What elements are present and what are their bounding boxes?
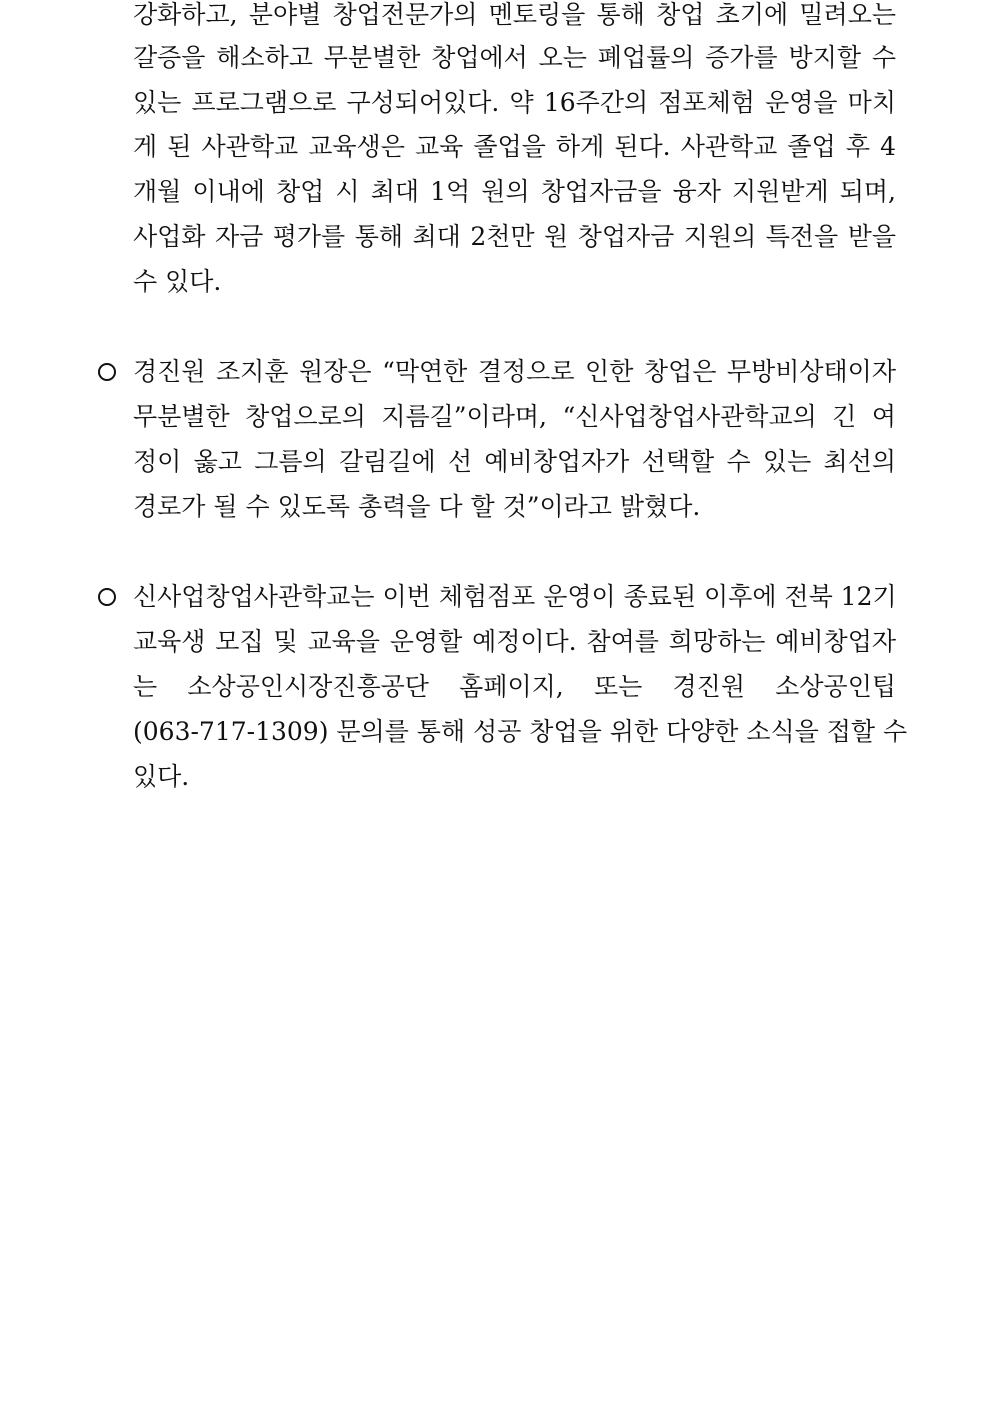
paragraph-line: 개월 이내에 창업 시 최대 1억 원의 창업자금을 융자 지원받게 되며,	[133, 177, 896, 206]
paragraph-line: 는 소상공인시장진흥공단 홈페이지, 또는 경진원 소상공인팁	[133, 672, 896, 701]
paragraph-line: 정이 옳고 그름의 갈림길에 선 예비창업자가 선택할 수 있는 최선의	[133, 447, 896, 476]
paragraph-line: 갈증을 해소하고 무분별한 창업에서 오는 폐업률의 증가를 방지할 수	[133, 43, 896, 72]
paragraph-line: 사업화 자금 평가를 통해 최대 2천만 원 창업자금 지원의 특전을 받을	[133, 222, 896, 251]
paragraph-line: 무분별한 창업으로의 지름길”이라며, “신사업창업사관학교의 긴 여	[133, 402, 896, 431]
paragraph-line: 신사업창업사관학교는 이번 체험점포 운영이 종료된 이후에 전북 12기	[133, 582, 897, 611]
paragraph-line: 경로가 될 수 있도록 총력을 다 할 것”이라고 밝혔다.	[133, 492, 701, 521]
circle-bullet-icon	[96, 361, 118, 383]
paragraph-line: 경진원 조지훈 원장은 “막연한 결정으로 인한 창업은 무방비상태이자	[133, 357, 896, 386]
paragraph-line: 있는 프로그램으로 구성되어있다. 약 16주간의 점포체험 운영을 마치	[133, 88, 896, 117]
paragraph-line: 교육생 모집 및 교육을 운영할 예정이다. 참여를 희망하는 예비창업자	[133, 627, 896, 656]
paragraph-line: 강화하고, 분야별 창업전문가의 멘토링을 통해 창업 초기에 밀려오는	[133, 0, 896, 29]
paragraph-line: 있다.	[133, 762, 190, 791]
paragraph-line: 수 있다.	[133, 267, 222, 296]
paragraph-line: 게 된 사관학교 교육생은 교육 졸업을 하게 된다. 사관학교 졸업 후 4	[133, 132, 896, 161]
paragraph-line: (063-717-1309) 문의를 통해 성공 창업을 위한 다양한 소식을 접할 수	[133, 717, 908, 746]
circle-bullet-icon	[96, 586, 118, 608]
